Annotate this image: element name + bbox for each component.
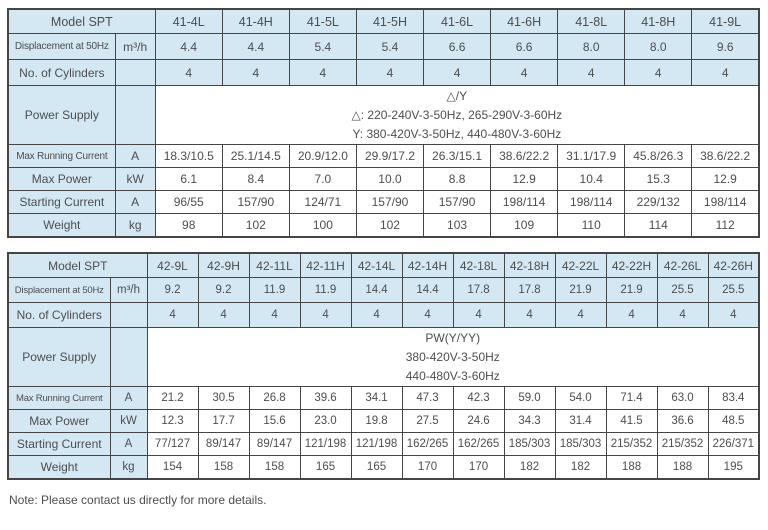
value-cell: 157/90 — [222, 191, 289, 214]
value-cell: 23.0 — [300, 410, 351, 433]
value-cell: 10.4 — [558, 168, 625, 191]
value-cell: 4 — [504, 303, 555, 328]
value-cell: 4 — [424, 60, 491, 86]
value-cell: 71.4 — [606, 387, 657, 410]
value-cell: 26.8 — [249, 387, 300, 410]
row-label: Max Power — [8, 410, 110, 433]
starting-current-row — [8, 433, 759, 456]
value-cell: 4 — [657, 303, 708, 328]
value-cell: 34.3 — [504, 410, 555, 433]
value-cell: 14.4 — [402, 278, 453, 303]
value-cell: 102 — [222, 214, 289, 238]
value-cell: 4 — [625, 60, 692, 86]
model-cell: 41-6L — [424, 9, 491, 34]
value-cell: 19.8 — [351, 410, 402, 433]
value-cell: 21.9 — [555, 278, 606, 303]
model-cell: 41-8L — [558, 9, 625, 34]
value-cell: 30.5 — [198, 387, 249, 410]
model-spt-label: Model SPT — [8, 253, 147, 278]
max-running-current-row — [8, 387, 759, 410]
value-cell: 25.1/14.5 — [222, 145, 289, 168]
value-cell: 4 — [558, 60, 625, 86]
value-cell: 4 — [289, 60, 356, 86]
max-power-row — [8, 410, 759, 433]
displacement-row — [8, 34, 759, 60]
value-cell: 198/114 — [692, 191, 759, 214]
value-cell: 165 — [300, 456, 351, 480]
value-cell: 4 — [351, 303, 402, 328]
value-cell: 170 — [453, 456, 504, 480]
row-label: Displacement at 50Hz — [8, 278, 110, 303]
unit-cell: A — [115, 145, 155, 168]
power-supply-cell — [147, 328, 759, 387]
value-cell: 34.1 — [351, 387, 402, 410]
row-label: Displacement at 50Hz — [8, 34, 115, 60]
value-cell: 158 — [249, 456, 300, 480]
model-cell: 42-22L — [555, 253, 606, 278]
value-cell: 8.0 — [558, 34, 625, 60]
value-cell: 17.8 — [453, 278, 504, 303]
value-cell: 25.5 — [657, 278, 708, 303]
value-cell: 47.3 — [402, 387, 453, 410]
value-cell: 121/198 — [300, 433, 351, 456]
model-cell: 41-4H — [222, 9, 289, 34]
value-cell: 185/303 — [504, 433, 555, 456]
weight-row — [8, 456, 759, 480]
spec-table-41-series — [7, 8, 760, 238]
row-label: No. of Cylinders — [8, 303, 110, 328]
cylinders-row — [8, 303, 759, 328]
value-cell: 17.8 — [504, 278, 555, 303]
unit-cell — [110, 328, 147, 387]
value-cell: 54.0 — [555, 387, 606, 410]
value-cell: 14.4 — [351, 278, 402, 303]
spec-table-42-series — [7, 252, 760, 480]
power-supply-row — [8, 86, 759, 145]
value-cell: 36.6 — [657, 410, 708, 433]
power-supply-line: 380-420V-3-50Hz — [405, 349, 500, 364]
value-cell: 18.3/10.5 — [155, 145, 222, 168]
value-cell: 4 — [453, 303, 504, 328]
value-cell: 215/352 — [657, 433, 708, 456]
unit-cell — [110, 303, 147, 328]
value-cell: 12.3 — [147, 410, 198, 433]
value-cell: 11.9 — [249, 278, 300, 303]
value-cell: 25.5 — [708, 278, 759, 303]
value-cell: 8.0 — [625, 34, 692, 60]
value-cell: 4 — [491, 60, 558, 86]
value-cell: 157/90 — [424, 191, 491, 214]
value-cell: 229/132 — [625, 191, 692, 214]
row-label: Max Power — [8, 168, 115, 191]
value-cell: 215/352 — [606, 433, 657, 456]
value-cell: 170 — [402, 456, 453, 480]
row-label: Power Supply — [8, 86, 115, 145]
row-label: No. of Cylinders — [8, 60, 115, 86]
value-cell: 11.9 — [300, 278, 351, 303]
unit-cell: A — [110, 433, 147, 456]
value-cell: 103 — [424, 214, 491, 238]
value-cell: 48.5 — [708, 410, 759, 433]
unit-cell: kg — [110, 456, 147, 480]
value-cell: 12.9 — [491, 168, 558, 191]
header-row — [8, 253, 759, 278]
value-cell: 12.9 — [692, 168, 759, 191]
value-cell: 89/147 — [198, 433, 249, 456]
value-cell: 4 — [606, 303, 657, 328]
model-cell: 42-14L — [351, 253, 402, 278]
model-cell: 42-26L — [657, 253, 708, 278]
row-label: Starting Current — [8, 433, 110, 456]
value-cell: 41.5 — [606, 410, 657, 433]
value-cell: 5.4 — [356, 34, 423, 60]
row-label: Max Running Current — [8, 387, 110, 410]
value-cell: 29.9/17.2 — [356, 145, 423, 168]
model-cell: 42-18H — [504, 253, 555, 278]
model-cell: 42-9L — [147, 253, 198, 278]
cylinders-row — [8, 60, 759, 86]
value-cell: 4.4 — [155, 34, 222, 60]
value-cell: 83.4 — [708, 387, 759, 410]
value-cell: 226/371 — [708, 433, 759, 456]
unit-cell — [115, 60, 155, 86]
unit-cell: kW — [115, 168, 155, 191]
model-cell: 41-8H — [625, 9, 692, 34]
value-cell: 154 — [147, 456, 198, 480]
value-cell: 96/55 — [155, 191, 222, 214]
value-cell: 27.5 — [402, 410, 453, 433]
header-row — [8, 9, 759, 34]
starting-current-row — [8, 191, 759, 214]
value-cell: 6.6 — [491, 34, 558, 60]
row-label: Starting Current — [8, 191, 115, 214]
value-cell: 63.0 — [657, 387, 708, 410]
model-spt-label: Model SPT — [8, 9, 155, 34]
model-cell: 42-11H — [300, 253, 351, 278]
value-cell: 9.6 — [692, 34, 759, 60]
value-cell: 165 — [351, 456, 402, 480]
model-cell: 42-14H — [402, 253, 453, 278]
value-cell: 4 — [356, 60, 423, 86]
power-supply-line: △: 220-240V-3-50Hz, 265-290V-3-60Hz — [351, 107, 563, 122]
row-label: Max Running Current — [8, 145, 115, 168]
unit-cell: A — [115, 191, 155, 214]
value-cell: 98 — [155, 214, 222, 238]
value-cell: 45.8/26.3 — [625, 145, 692, 168]
model-cell: 42-26H — [708, 253, 759, 278]
value-cell: 4 — [155, 60, 222, 86]
model-cell: 42-9H — [198, 253, 249, 278]
row-label: Weight — [8, 214, 115, 238]
power-supply-cell — [155, 86, 759, 145]
value-cell: 185/303 — [555, 433, 606, 456]
value-cell: 21.2 — [147, 387, 198, 410]
value-cell: 198/114 — [558, 191, 625, 214]
unit-cell: A — [110, 387, 147, 410]
value-cell: 157/90 — [356, 191, 423, 214]
value-cell: 20.9/12.0 — [289, 145, 356, 168]
value-cell: 8.8 — [424, 168, 491, 191]
value-cell: 4 — [198, 303, 249, 328]
value-cell: 100 — [289, 214, 356, 238]
value-cell: 110 — [558, 214, 625, 238]
model-cell: 41-5H — [356, 9, 423, 34]
value-cell: 182 — [555, 456, 606, 480]
model-cell: 41-5L — [289, 9, 356, 34]
value-cell: 114 — [625, 214, 692, 238]
unit-cell: kW — [110, 410, 147, 433]
value-cell: 7.0 — [289, 168, 356, 191]
value-cell: 6.6 — [424, 34, 491, 60]
value-cell: 162/265 — [402, 433, 453, 456]
value-cell: 188 — [606, 456, 657, 480]
weight-row — [8, 214, 759, 238]
value-cell: 21.9 — [606, 278, 657, 303]
value-cell: 42.3 — [453, 387, 504, 410]
unit-cell: kg — [115, 214, 155, 238]
value-cell: 8.4 — [222, 168, 289, 191]
value-cell: 9.2 — [198, 278, 249, 303]
value-cell: 162/265 — [453, 433, 504, 456]
value-cell: 77/127 — [147, 433, 198, 456]
value-cell: 38.6/22.2 — [692, 145, 759, 168]
value-cell: 26.3/15.1 — [424, 145, 491, 168]
unit-cell — [115, 86, 155, 145]
displacement-row — [8, 278, 759, 303]
value-cell: 4 — [708, 303, 759, 328]
model-cell: 41-9L — [692, 9, 759, 34]
value-cell: 121/198 — [351, 433, 402, 456]
value-cell: 109 — [491, 214, 558, 238]
value-cell: 9.2 — [147, 278, 198, 303]
value-cell: 4 — [249, 303, 300, 328]
value-cell: 89/147 — [249, 433, 300, 456]
value-cell: 31.1/17.9 — [558, 145, 625, 168]
value-cell: 10.0 — [356, 168, 423, 191]
value-cell: 15.3 — [625, 168, 692, 191]
power-supply-line: △/Y — [446, 88, 468, 103]
value-cell: 158 — [198, 456, 249, 480]
value-cell: 24.6 — [453, 410, 504, 433]
model-cell: 41-4L — [155, 9, 222, 34]
power-supply-line: Y: 380-420V-3-50Hz, 440-480V-3-60Hz — [352, 126, 562, 141]
value-cell: 31.4 — [555, 410, 606, 433]
value-cell: 188 — [657, 456, 708, 480]
value-cell: 4 — [222, 60, 289, 86]
table-gap — [7, 238, 761, 252]
power-supply-row — [8, 328, 759, 387]
unit-cell: m³/h — [110, 278, 147, 303]
value-cell: 4 — [555, 303, 606, 328]
value-cell: 102 — [356, 214, 423, 238]
value-cell: 4 — [300, 303, 351, 328]
value-cell: 38.6/22.2 — [491, 145, 558, 168]
max-power-row — [8, 168, 759, 191]
value-cell: 182 — [504, 456, 555, 480]
value-cell: 124/71 — [289, 191, 356, 214]
value-cell: 6.1 — [155, 168, 222, 191]
value-cell: 198/114 — [491, 191, 558, 214]
model-cell: 42-22H — [606, 253, 657, 278]
value-cell: 17.7 — [198, 410, 249, 433]
value-cell: 15.6 — [249, 410, 300, 433]
row-label: Power Supply — [8, 328, 110, 387]
value-cell: 39.6 — [300, 387, 351, 410]
power-supply-line: 440-480V-3-60Hz — [405, 368, 500, 383]
note-text: Note: Please contact us directly for more details. — [9, 493, 267, 507]
unit-cell: m³/h — [115, 34, 155, 60]
value-cell: 4.4 — [222, 34, 289, 60]
row-label: Weight — [8, 456, 110, 480]
value-cell: 59.0 — [504, 387, 555, 410]
max-running-current-row — [8, 145, 759, 168]
value-cell: 4 — [402, 303, 453, 328]
value-cell: 112 — [692, 214, 759, 238]
value-cell: 4 — [692, 60, 759, 86]
value-cell: 5.4 — [289, 34, 356, 60]
model-cell: 41-6H — [491, 9, 558, 34]
model-cell: 42-18L — [453, 253, 504, 278]
value-cell: 195 — [708, 456, 759, 480]
model-cell: 42-11L — [249, 253, 300, 278]
value-cell: 4 — [147, 303, 198, 328]
power-supply-line: PW(Y/YY) — [425, 330, 481, 345]
